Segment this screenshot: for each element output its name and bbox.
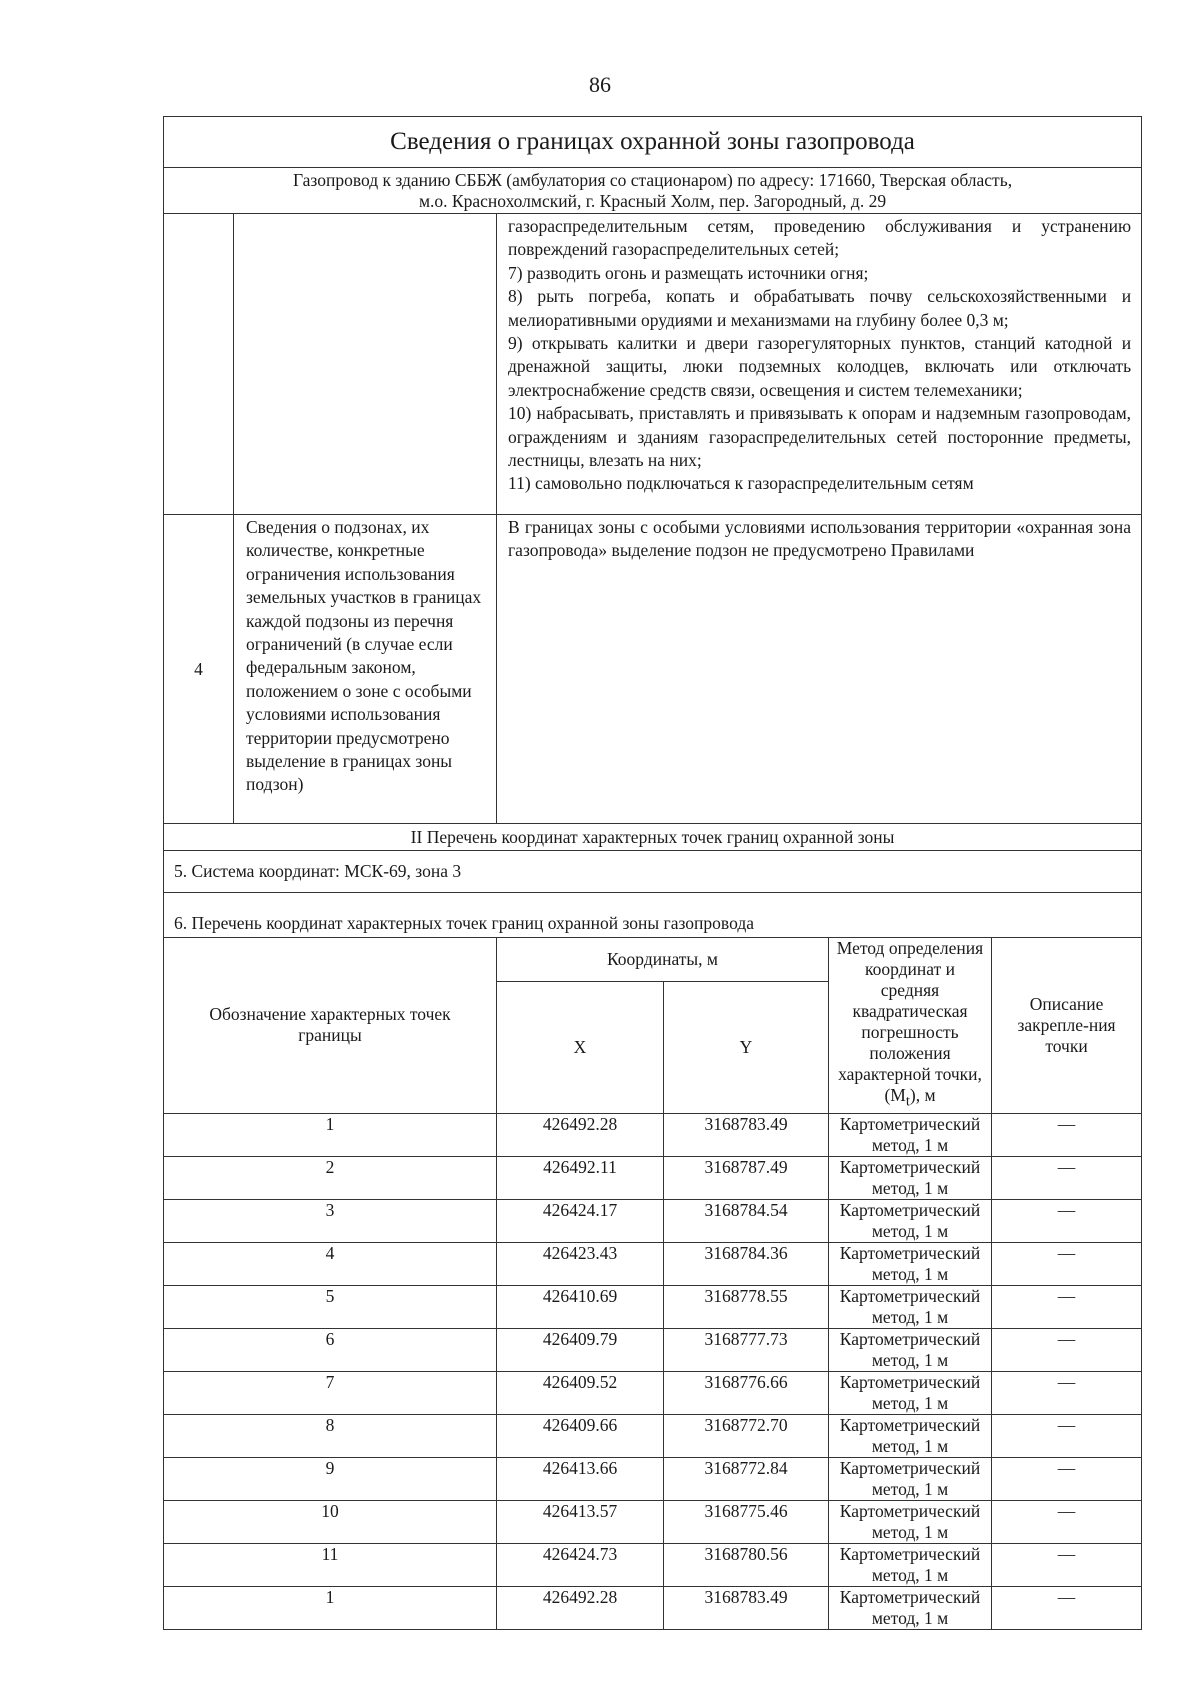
method-cell: Картометрический метод, 1 м — [829, 1156, 992, 1199]
restriction-item: газораспределительным сетям, проведению обслуживания и устранению повреждений газораспределительных сетей; — [508, 216, 1132, 260]
restriction-item: 7) разводить огонь и размещать источники огня; — [508, 262, 869, 283]
method-cell: Картометрический метод, 1 м — [829, 1328, 992, 1371]
subtitle-line-1: Газопровод к зданию СББЖ (амбулатория со стационаром) по адресу: 171660, Тверская область, — [292, 169, 1013, 190]
page-number: 86 — [589, 72, 611, 97]
point-cell: 8 — [164, 1414, 497, 1457]
coordinates-title-row — [164, 893, 1142, 938]
x-cell: 426413.57 — [497, 1500, 664, 1543]
point-cell: 5 — [164, 1285, 497, 1328]
x-cell: 426409.52 — [497, 1371, 664, 1414]
fixing-cell: — — [992, 1543, 1142, 1586]
method-cell: Картометрический метод, 1 м — [829, 1371, 992, 1414]
method-cell: Картометрический метод, 1 м — [829, 1113, 992, 1156]
point-cell: 7 — [164, 1371, 497, 1414]
point-cell: 3 — [164, 1199, 497, 1242]
document-title: Сведения о границах охранной зоны газопровода — [164, 117, 1142, 168]
coordinate-row — [164, 1113, 1142, 1156]
header-method — [829, 938, 992, 1114]
method-cell: Картометрический метод, 1 м — [829, 1285, 992, 1328]
row-4 — [164, 515, 1142, 824]
coordinate-row — [164, 1543, 1142, 1586]
subtitle-row — [164, 168, 1142, 214]
fixing-cell: — — [992, 1199, 1142, 1242]
method-cell: Картометрический метод, 1 м — [829, 1242, 992, 1285]
y-cell: 3168784.36 — [664, 1242, 829, 1285]
fixing-cell: — — [992, 1500, 1142, 1543]
section-2-row — [164, 824, 1142, 851]
x-cell: 426410.69 — [497, 1285, 664, 1328]
header-x: X — [497, 982, 664, 1113]
row-4-number: 4 — [164, 515, 234, 824]
section-2-title: II Перечень координат характерных точек границ охранной зоны — [164, 824, 1142, 851]
point-cell: 1 — [164, 1586, 497, 1629]
point-cell: 1 — [164, 1113, 497, 1156]
x-cell: 426492.28 — [497, 1586, 664, 1629]
x-cell: 426492.11 — [497, 1156, 664, 1199]
point-cell: 6 — [164, 1328, 497, 1371]
x-cell: 426423.43 — [497, 1242, 664, 1285]
y-cell: 3168775.46 — [664, 1500, 829, 1543]
y-cell: 3168772.84 — [664, 1457, 829, 1500]
method-cell: Картометрический метод, 1 м — [829, 1414, 992, 1457]
coordinate-row — [164, 1328, 1142, 1371]
y-cell: 3168776.66 — [664, 1371, 829, 1414]
subtitle-line-2: м.о. Краснохолмский, г. Красный Холм, пер. Загородный, д. 29 — [418, 190, 887, 211]
restriction-item: 9) открывать калитки и двери газорегуляторных пунктов, станций катодной и дренажной защиты, люки подземных колодцев, включать или отключать электроснабжение средств связи, освещения и систем телемеханики; — [508, 333, 1132, 400]
row-4-description: Сведения о подзонах, их количестве, конкретные ограничения использования земельных участков в границах каждой подзоны из перечня ограничений (в случае если федеральным законом, положением о зоне с особыми условиями использования территории предусмотрено выделение в границах зоны подзон) — [234, 515, 497, 824]
header-row-1 — [164, 938, 1142, 982]
header-point: Обозначение характерных точек границы — [164, 938, 497, 1114]
x-cell: 426409.79 — [497, 1328, 664, 1371]
x-cell: 426413.66 — [497, 1457, 664, 1500]
point-cell: 10 — [164, 1500, 497, 1543]
x-cell: 426409.66 — [497, 1414, 664, 1457]
coordinate-row — [164, 1414, 1142, 1457]
x-cell: 426424.17 — [497, 1199, 664, 1242]
coordinate-system-row — [164, 851, 1142, 893]
point-cell: 2 — [164, 1156, 497, 1199]
x-cell: 426424.73 — [497, 1543, 664, 1586]
coordinate-row — [164, 1285, 1142, 1328]
fixing-cell: — — [992, 1586, 1142, 1629]
coordinate-system: 5. Система координат: МСК-69, зона 3 — [164, 851, 1142, 893]
header-method-text: Метод определения координат и средняя квадратическая погрешность положения характерной точки, (М — [836, 938, 984, 1105]
method-cell: Картометрический метод, 1 м — [829, 1199, 992, 1242]
y-cell: 3168777.73 — [664, 1328, 829, 1371]
coordinate-row — [164, 1500, 1142, 1543]
y-cell: 3168787.49 — [664, 1156, 829, 1199]
fixing-cell: — — [992, 1242, 1142, 1285]
method-cell: Картометрический метод, 1 м — [829, 1500, 992, 1543]
continuation-description-cell — [234, 214, 497, 515]
point-cell: 9 — [164, 1457, 497, 1500]
restriction-item: 11) самовольно подключаться к газораспределительным сетям — [508, 473, 974, 494]
fixing-cell: — — [992, 1328, 1142, 1371]
fixing-cell: — — [992, 1113, 1142, 1156]
y-cell: 3168778.55 — [664, 1285, 829, 1328]
coordinate-row — [164, 1156, 1142, 1199]
header-coordinates: Координаты, м — [497, 938, 829, 982]
coordinate-row — [164, 1242, 1142, 1285]
y-cell: 3168783.49 — [664, 1113, 829, 1156]
fixing-cell: — — [992, 1414, 1142, 1457]
method-cell: Картометрический метод, 1 м — [829, 1457, 992, 1500]
continuation-row — [164, 214, 1142, 515]
method-cell: Картометрический метод, 1 м — [829, 1543, 992, 1586]
row-4-value: В границах зоны с особыми условиями использования территории «охранная зона газопровода» выделение подзон не предусмотрено Правилами — [497, 515, 1142, 824]
header-y: Y — [664, 982, 829, 1113]
point-cell: 4 — [164, 1242, 497, 1285]
coordinates-body — [164, 1113, 1142, 1629]
header-fixing: Описание закрепле-ния точки — [992, 938, 1142, 1114]
point-cell: 11 — [164, 1543, 497, 1586]
coordinate-row — [164, 1199, 1142, 1242]
fixing-cell: — — [992, 1371, 1142, 1414]
restrictions-list — [497, 214, 1142, 515]
fixing-cell: — — [992, 1457, 1142, 1500]
header-method-subscript: t — [905, 1093, 910, 1110]
zone-info-table — [163, 116, 1142, 1630]
y-cell: 3168780.56 — [664, 1543, 829, 1586]
coordinate-row — [164, 1371, 1142, 1414]
coordinates-title: 6. Перечень координат характерных точек границ охранной зоны газопровода — [164, 893, 1142, 938]
fixing-cell: — — [992, 1156, 1142, 1199]
y-cell: 3168772.70 — [664, 1414, 829, 1457]
x-cell: 426492.28 — [497, 1113, 664, 1156]
restriction-item: 8) рыть погреба, копать и обрабатывать почву сельскохозяйственными и мелиоративными орудиями и механизмами на глубину более 0,3 м; — [508, 286, 1132, 330]
object-description — [164, 168, 1142, 214]
coordinate-row — [164, 1457, 1142, 1500]
y-cell: 3168783.49 — [664, 1586, 829, 1629]
continuation-number-cell — [164, 214, 234, 515]
fixing-cell: — — [992, 1285, 1142, 1328]
restriction-item: 10) набрасывать, приставлять и привязывать к опорам и надземным газопроводам, ограждениям и зданиям газораспределительных сетей посторонние предметы, лестницы, влезать на них; — [508, 403, 1132, 471]
coordinate-row — [164, 1586, 1142, 1629]
method-cell: Картометрический метод, 1 м — [829, 1586, 992, 1629]
title-row — [164, 117, 1142, 168]
y-cell: 3168784.54 — [664, 1199, 829, 1242]
header-method-end: ), м — [909, 1085, 936, 1105]
